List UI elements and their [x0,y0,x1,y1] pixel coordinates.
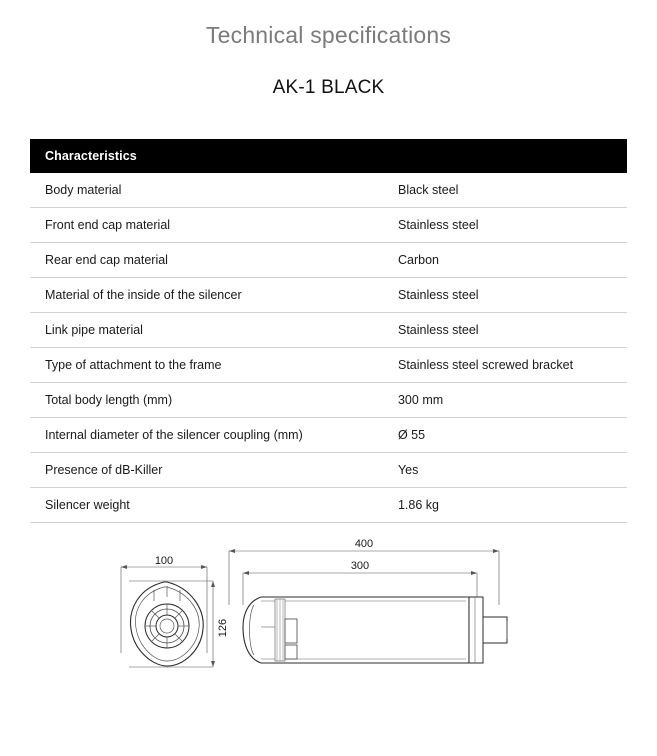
table-header [30,139,627,173]
dim-front-width: 100 [154,555,173,567]
product-name: AK-1 BLACK [272,77,385,98]
spec-label: Type of attachment to the frame [30,348,398,383]
table-body [30,173,627,523]
spec-value: 300 mm [398,383,627,418]
spec-value: Carbon [398,243,627,278]
spec-label: Rear end cap material [30,243,398,278]
table-row [30,418,627,453]
page-title: Technical specifications [205,22,452,48]
spec-label: Presence of dB-Killer [30,453,398,488]
table-row [30,348,627,383]
spec-value: Yes [398,453,627,488]
table-row [30,243,627,278]
spec-value: Stainless steel screwed bracket [398,348,627,383]
table-row [30,208,627,243]
characteristics-header: Characteristics [30,139,627,173]
spec-label: Link pipe material [30,313,398,348]
technical-drawing [0,535,657,720]
spec-label: Internal diameter of the silencer coupling (mm) [30,418,398,453]
spec-value: Black steel [398,173,627,208]
table-row [30,383,627,418]
spec-label: Material of the inside of the silencer [30,278,398,313]
spec-label: Body material [30,173,398,208]
spec-value: Stainless steel [398,313,627,348]
spec-label: Total body length (mm) [30,383,398,418]
specification-page [0,22,657,756]
dim-body-length: 300 [350,560,369,572]
specifications-table [30,139,627,523]
dim-front-height: 126 [216,618,229,638]
table-row [30,488,627,523]
table-row [30,453,627,488]
table-row [30,173,627,208]
table-row [30,313,627,348]
table-row [30,278,627,313]
spec-value: Ø 55 [398,418,627,453]
table-header-row [30,139,627,173]
spec-value: Stainless steel [398,278,627,313]
spec-label: Front end cap material [30,208,398,243]
spec-label: Silencer weight [30,488,398,523]
dim-total-length: 400 [354,538,373,550]
drawing-svg [109,535,549,715]
spec-value: Stainless steel [398,208,627,243]
spec-value: 1.86 kg [398,488,627,523]
